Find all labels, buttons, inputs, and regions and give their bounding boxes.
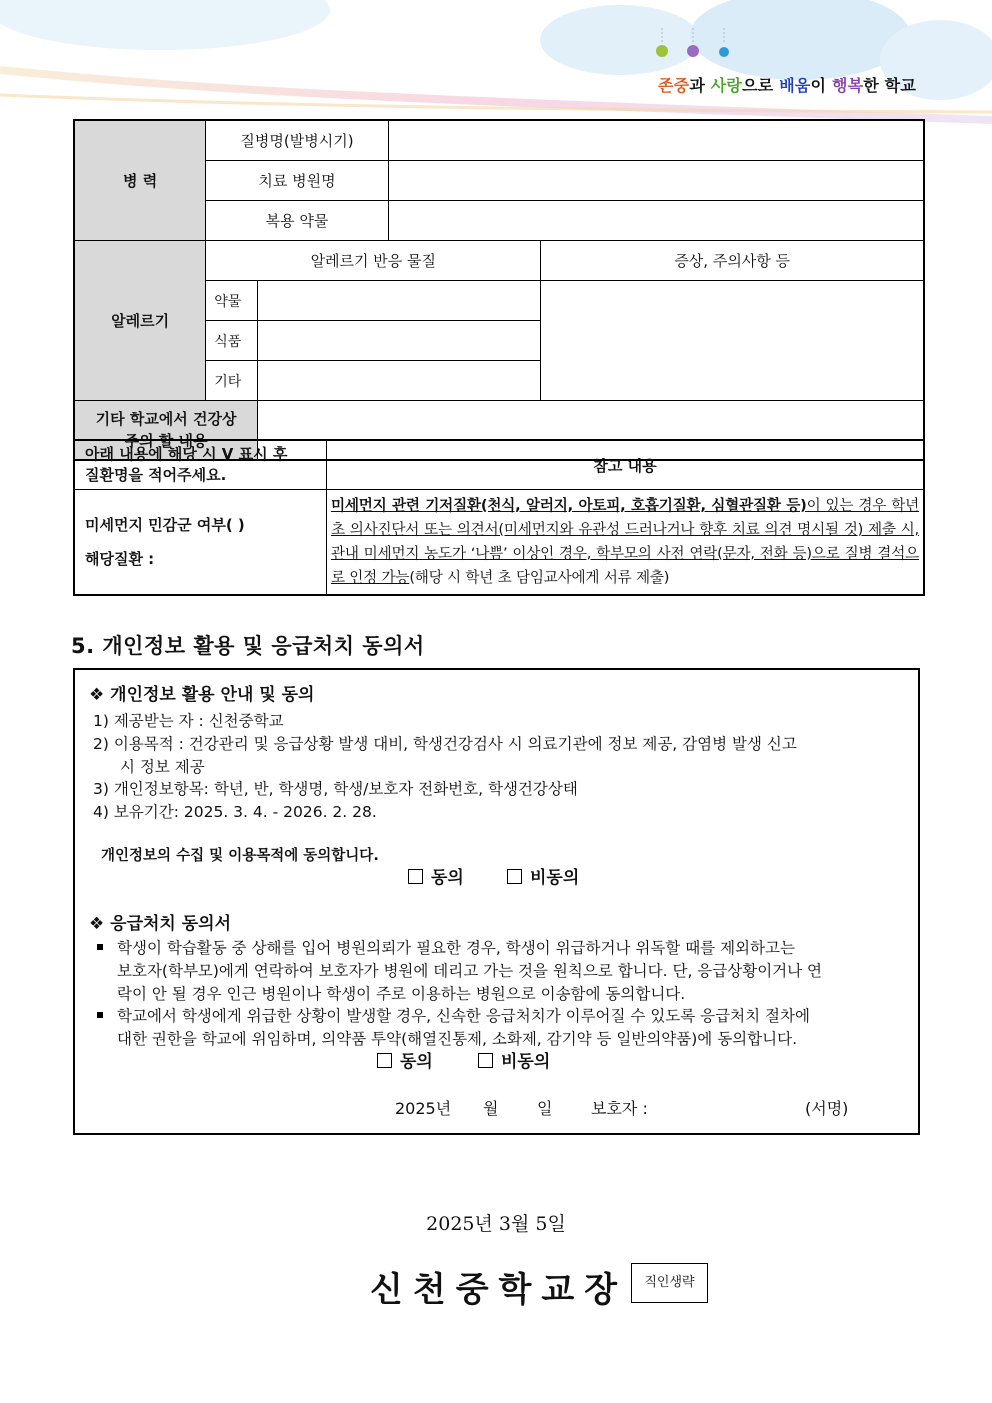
- first-aid-disagree-option[interactable]: 비동의: [478, 1051, 550, 1074]
- checkbox-icon[interactable]: [408, 869, 423, 884]
- first-aid-agree-option[interactable]: 동의: [377, 1051, 433, 1074]
- privacy-agree-option[interactable]: 동의: [408, 867, 464, 890]
- motto-part: 사랑: [710, 76, 743, 95]
- motto-part: 한 학교: [863, 76, 916, 95]
- signature-field[interactable]: [673, 1097, 793, 1119]
- hospital-input-cell[interactable]: [388, 161, 924, 201]
- reference-header: 참고 내용: [326, 440, 924, 490]
- dust-instruction: 아래 내용에 해당 시 V 표시 후 질환명을 적어주세요.: [74, 440, 326, 490]
- disease-label: 해당질환 :: [85, 550, 155, 568]
- section-title: 5. 개인정보 활용 및 응급처치 동의서: [71, 634, 425, 658]
- allergy-symptom-input[interactable]: [541, 281, 924, 401]
- motto-part: 존중: [658, 76, 690, 95]
- allergy-food-input[interactable]: [258, 321, 541, 361]
- sign-month: 월: [483, 1099, 499, 1118]
- privacy-item: 2) 이용목적 : 건강관리 및 응급상황 발생 대비, 학생건강검사 시 의료기관에 정보 제공, 감염병 발생 신고: [93, 735, 797, 753]
- first-aid-item: 보호자(학부모)에게 연락하여 보호자가 병원에 데리고 가는 것을 원칙으로 합니다. 단, 응급상황이거나 연: [117, 962, 823, 980]
- bullet-icon: [97, 1012, 103, 1018]
- issue-date: 2025년 3월 5일: [426, 1213, 566, 1235]
- allergy-row-label: 식품: [206, 321, 258, 361]
- health-info-table: [73, 119, 925, 461]
- seal-omitted-box: 직인생략: [631, 1263, 708, 1303]
- motto-part: 배움: [779, 76, 811, 95]
- checkbox-icon[interactable]: [507, 869, 522, 884]
- history-label: 병 력: [74, 120, 206, 241]
- medication-input-cell[interactable]: [388, 201, 924, 241]
- allergy-other-input[interactable]: [258, 361, 541, 401]
- history-row-label: 질병명(발병시기): [206, 120, 389, 161]
- sign-guardian-label: 보호자 :: [591, 1099, 648, 1118]
- dust-sensitive-cell[interactable]: [74, 490, 326, 596]
- privacy-heading: ❖ 개인정보 활용 안내 및 동의: [89, 685, 315, 705]
- privacy-consent-text: 개인정보의 수집 및 이용목적에 동의합니다.: [101, 848, 379, 864]
- bullet-icon: [97, 944, 103, 950]
- allergy-substance-header: 알레르기 반응 물질: [206, 241, 541, 281]
- privacy-disagree-option[interactable]: 비동의: [507, 867, 579, 890]
- first-aid-item: 학교에서 학생에게 위급한 상황이 발생할 경우, 신속한 응급처치가 이루어질 수 있도록 응급처치 절차에: [97, 1005, 810, 1028]
- history-row-label: 치료 병원명: [206, 161, 389, 201]
- allergy-label: 알레르기: [74, 241, 206, 401]
- principal-name: 신천중학교장: [370, 1270, 628, 1310]
- sign-day: 일: [537, 1099, 553, 1118]
- sensitive-label: 미세먼지 민감군 여부( ): [85, 516, 245, 534]
- allergy-drug-input[interactable]: [258, 281, 541, 321]
- other-notes-label: 기타 학교에서 건강상 주의 할 내용: [74, 401, 258, 461]
- motto-part: 행복: [831, 76, 864, 95]
- first-aid-item: 학생이 학습활동 중 상해를 입어 병원의뢰가 필요한 경우, 학생이 위급하거나 위독할 때를 제외하고는: [97, 937, 795, 960]
- school-motto: [658, 73, 916, 96]
- first-aid-item: 대한 권한을 학교에 위임하며, 의약품 투약(해열진통제, 소화제, 감기약 등 일반의약품)에 동의합니다.: [117, 1030, 797, 1048]
- allergy-row-label: 약물: [206, 281, 258, 321]
- sign-year: 2025년: [395, 1099, 452, 1118]
- sign-mark: (서명): [805, 1099, 849, 1118]
- motto-part: 과: [689, 76, 711, 95]
- checkbox-icon[interactable]: [377, 1053, 392, 1068]
- privacy-item: 시 정보 제공: [120, 758, 205, 776]
- motto-part: 이: [810, 76, 832, 95]
- motto-part: 으로: [742, 76, 780, 95]
- history-input-cell[interactable]: [388, 120, 924, 161]
- consent-box: [73, 668, 920, 1135]
- reference-text: 미세먼지 관련 기저질환(천식, 알러지, 아토피, 호흡기질환, 심혈관질환 등)이 있는 경우 학년 초 의사진단서 또는 의견서(미세먼지와 유관성 드러나거나 향후 치료 의견 명시될 것) 제출 시, 관내 미세먼지 농도가 ‘나쁨’ 이상인 경우, 학부모의 사전 연락(문자, 전화 등)으로 질병 결석으로 인정 가능(해당 시 학년 초 담임교사에게 서류 제출): [326, 490, 924, 596]
- privacy-item: 4) 보유기간: 2025. 3. 4. - 2026. 2. 28.: [93, 803, 377, 821]
- allergy-row-label: 기타: [206, 361, 258, 401]
- first-aid-item: 락이 안 될 경우 인근 병원이나 학생이 주로 이용하는 병원으로 이송함에 동의합니다.: [117, 985, 686, 1003]
- first-aid-heading: ❖ 응급처치 동의서: [89, 914, 232, 934]
- privacy-item: 3) 개인정보항목: 학년, 반, 학생명, 학생/보호자 전화번호, 학생건강상태: [93, 780, 578, 798]
- privacy-item: 1) 제공받는 자 : 신천중학교: [93, 712, 284, 730]
- allergy-symptom-header: 증상, 주의사항 등: [541, 241, 924, 281]
- history-row-label: 복용 약물: [206, 201, 389, 241]
- fine-dust-table: [73, 439, 925, 596]
- checkbox-icon[interactable]: [478, 1053, 493, 1068]
